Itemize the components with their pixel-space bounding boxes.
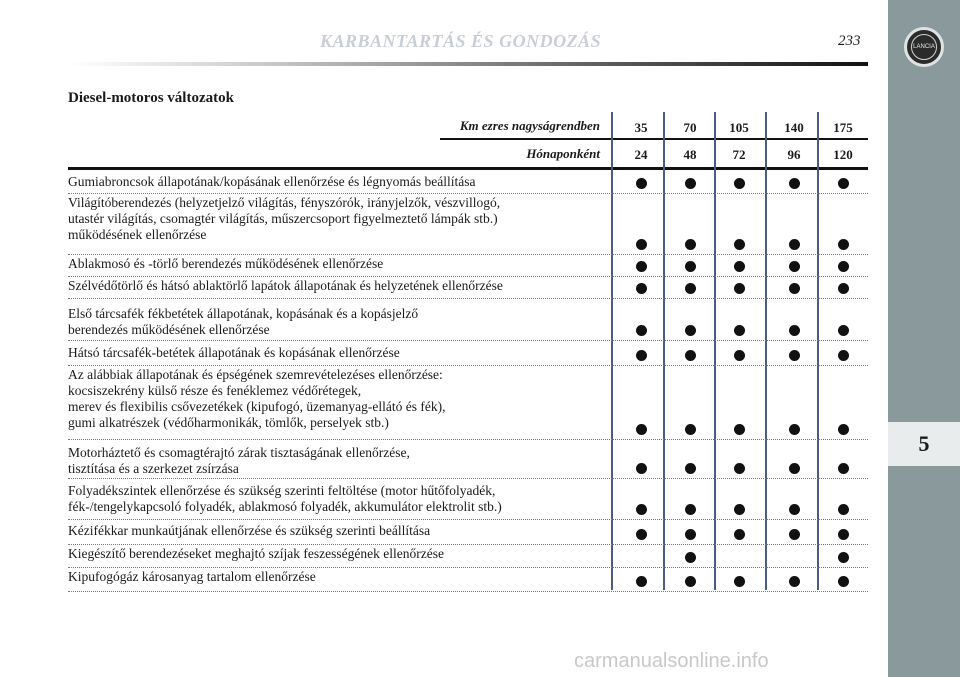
service-mark-dot (636, 504, 647, 515)
row-separator (68, 365, 868, 366)
service-mark-dot (636, 325, 647, 336)
service-mark-dot (789, 261, 800, 272)
task-text: Az alábbiak állapotának és épségének szemrevételezéses ellenőrzése: kocsiszekrény külső része és fenéklemez védőrétegek, merev és flexibilis csővezetékek (kipufogó, üzemanyag-ellátó és fék), gumi alkatrészek (védőharmonikák, tömlők, perselyek stb.) (68, 367, 446, 430)
header-rule (68, 62, 868, 66)
service-mark-dot (636, 283, 647, 294)
month-value-72: 72 (732, 147, 746, 162)
service-mark-dot (636, 529, 647, 540)
service-mark-dot (685, 239, 696, 250)
task-text: Szélvédőtörlő és hátsó ablaktörlő lapátok állapotának és helyzetének ellenőrzése (68, 278, 503, 293)
month-value-120: 120 (833, 147, 853, 162)
service-mark-dot (838, 350, 849, 361)
row-separator (68, 439, 868, 440)
row-separator (68, 591, 868, 592)
row-separator (68, 254, 868, 255)
service-mark-dot (685, 463, 696, 474)
service-mark-dot (838, 178, 849, 189)
section-title: Diesel-motoros változatok (68, 90, 234, 106)
task-text: Kézifékkar munkaútjának ellenőrzése és szükség szerinti beállítása (68, 523, 431, 538)
task-text: Gumiabroncsok állapotának/kopásának ellenőrzése és légnyomás beállítása (68, 174, 476, 189)
table-header-rule (68, 167, 868, 170)
header-divider (440, 138, 868, 140)
service-mark-dot (685, 576, 696, 587)
service-mark-dot (734, 529, 745, 540)
service-mark-dot (685, 261, 696, 272)
chapter-tab[interactable]: 5 (888, 422, 960, 466)
lancia-logo (904, 27, 944, 67)
service-mark-dot (838, 504, 849, 515)
watermark: carmanualsonline.info (574, 650, 769, 672)
months-header-label: Hónaponként (526, 146, 600, 161)
service-mark-dot (734, 424, 745, 435)
service-mark-dot (734, 576, 745, 587)
service-mark-dot (789, 424, 800, 435)
chapter-sidebar (888, 0, 960, 677)
service-mark-dot (789, 463, 800, 474)
service-mark-dot (838, 325, 849, 336)
page-number: 233 (838, 33, 861, 49)
service-mark-dot (636, 350, 647, 361)
service-mark-dot (636, 463, 647, 474)
service-mark-dot (734, 504, 745, 515)
service-mark-dot (685, 325, 696, 336)
task-text: Első tárcsafék fékbetétek állapotának, kopásának és a kopásjelző berendezés működésének ellenőrzése (68, 306, 419, 337)
row-separator (68, 544, 868, 545)
service-mark-dot (734, 325, 745, 336)
service-mark-dot (685, 350, 696, 361)
row-separator (68, 567, 868, 568)
service-mark-dot (734, 463, 745, 474)
task-text: Ablakmosó és -törlő berendezés működésének ellenőrzése (68, 256, 384, 271)
service-mark-dot (838, 261, 849, 272)
service-mark-dot (734, 261, 745, 272)
task-text: Hátsó tárcsafék-betétek állapotának és kopásának ellenőrzése (68, 345, 400, 360)
service-mark-dot (685, 552, 696, 563)
km-value-35: 35 (634, 120, 648, 135)
service-mark-dot (636, 576, 647, 587)
km-header-label: Km ezres nagyságrendben (459, 118, 600, 133)
service-mark-dot (734, 283, 745, 294)
task-text: Kipufogógáz károsanyag tartalom ellenőrzése (68, 569, 316, 584)
service-mark-dot (636, 424, 647, 435)
km-value-175: 175 (833, 120, 853, 135)
task-text: Folyadékszintek ellenőrzése és szükség szerinti feltöltése (motor hűtőfolyadék, fék-/tengelykapcsoló folyadék, ablakmosó folyadék, akkumulátor elektrolit stb.) (68, 483, 502, 514)
service-mark-dot (838, 239, 849, 250)
service-mark-dot (838, 576, 849, 587)
service-mark-dot (636, 261, 647, 272)
service-mark-dot (789, 325, 800, 336)
service-mark-dot (636, 178, 647, 189)
task-text: Motorháztető és csomagtérajtó zárak tisztaságának ellenőrzése, tisztítása és a szerkezet zsírzása (68, 445, 410, 476)
row-separator (68, 519, 868, 520)
service-mark-dot (685, 178, 696, 189)
month-value-24: 24 (634, 147, 648, 162)
chapter-title: KARBANTARTÁS ÉS GONDOZÁS (320, 31, 602, 51)
service-mark-dot (789, 529, 800, 540)
service-mark-dot (789, 283, 800, 294)
task-text: Világítóberendezés (helyzetjelző világítás, fényszórók, irányjelzők, vészvillogó, utastér világítás, csomagtér világítás, műszercsoport figyelmeztető lámpák stb.) működésének ellenőrzése (68, 195, 501, 242)
service-mark-dot (838, 552, 849, 563)
row-separator (68, 276, 868, 277)
task-text: Kiegészítő berendezéseket meghajtó szíjak feszességének ellenőrzése (68, 546, 444, 561)
km-value-70: 70 (683, 120, 697, 135)
km-value-140: 140 (784, 120, 804, 135)
service-mark-dot (685, 283, 696, 294)
service-mark-dot (789, 576, 800, 587)
service-mark-dot (838, 463, 849, 474)
km-value-105: 105 (729, 120, 749, 135)
row-separator (68, 340, 868, 341)
service-mark-dot (636, 239, 647, 250)
service-mark-dot (734, 178, 745, 189)
service-mark-dot (734, 239, 745, 250)
row-separator (68, 193, 868, 194)
service-mark-dot (789, 350, 800, 361)
service-mark-dot (789, 504, 800, 515)
service-mark-dot (685, 424, 696, 435)
service-mark-dot (789, 178, 800, 189)
month-value-96: 96 (787, 147, 801, 162)
month-value-48: 48 (683, 147, 697, 162)
service-mark-dot (838, 283, 849, 294)
service-mark-dot (685, 529, 696, 540)
service-mark-dot (734, 350, 745, 361)
service-mark-dot (789, 239, 800, 250)
service-mark-dot (838, 424, 849, 435)
row-separator (68, 298, 868, 299)
service-mark-dot (685, 504, 696, 515)
service-mark-dot (838, 529, 849, 540)
row-separator (68, 478, 868, 479)
lancia-logo-text: LANCIA (911, 34, 937, 60)
